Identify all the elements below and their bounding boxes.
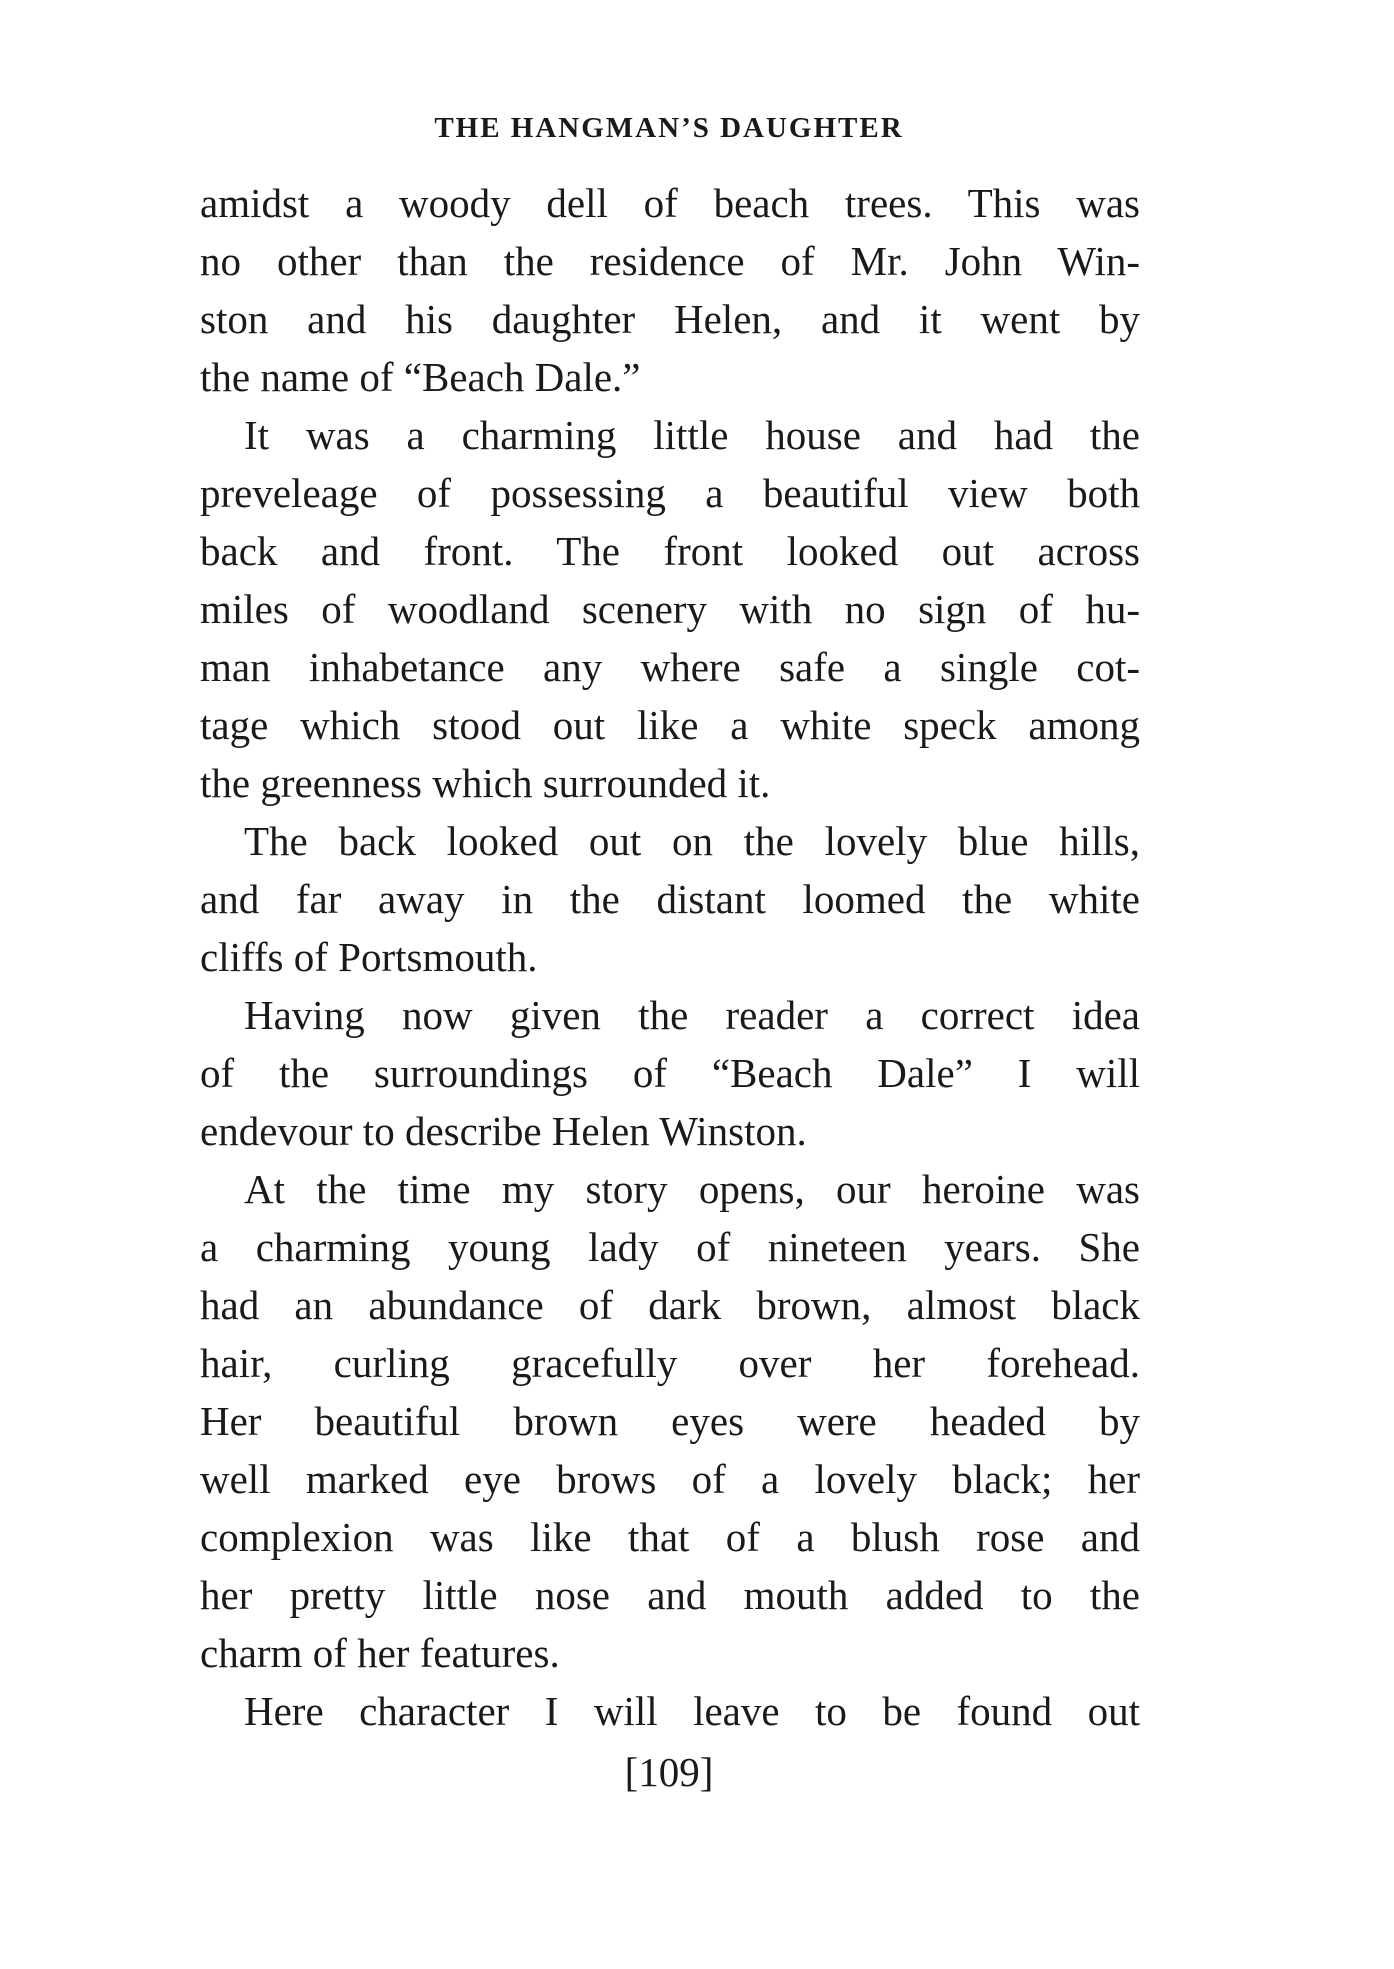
text-line: cliffs of Portsmouth. — [200, 934, 538, 980]
text-line: Here character I will leave to be found out — [244, 1688, 1140, 1734]
text-line: her pretty little nose and mouth added to the — [200, 1572, 1140, 1618]
text-line: miles of woodland scenery with no sign of hu- — [200, 586, 1140, 632]
text-line: The back looked out on the lovely blue hills, — [244, 818, 1140, 864]
text-line: of the surroundings of “Beach Dale” I will — [200, 1050, 1140, 1096]
text-line: preveleage of possessing a beautiful view both — [200, 470, 1140, 516]
text-line: ston and his daughter Helen, and it went by — [200, 296, 1140, 342]
page-number: [109] — [624, 1749, 714, 1795]
text-line: well marked eye brows of a lovely black; her — [200, 1456, 1140, 1502]
text-line: hair, curling gracefully over her forehead. — [200, 1340, 1140, 1386]
text-line: a charming young lady of nineteen years. She — [200, 1224, 1140, 1270]
running-head: THE HANGMAN’S DAUGHTER — [434, 112, 904, 144]
text-line: It was a charming little house and had the — [244, 412, 1140, 458]
text-line: had an abundance of dark brown, almost black — [200, 1282, 1140, 1328]
text-line: endevour to describe Helen Winston. — [200, 1108, 807, 1154]
text-line: Having now given the reader a correct idea — [244, 992, 1140, 1038]
text-line: amidst a woody dell of beach trees. This was — [200, 180, 1140, 226]
text-line: charm of her features. — [200, 1630, 560, 1676]
text-line: and far away in the distant loomed the white — [200, 876, 1140, 922]
text-line: Her beautiful brown eyes were headed by — [200, 1398, 1140, 1444]
text-line: back and front. The front looked out across — [200, 528, 1140, 574]
text-line: the name of “Beach Dale.” — [200, 354, 641, 400]
text-line: tage which stood out like a white speck among — [200, 702, 1140, 748]
text-line: no other than the residence of Mr. John Win- — [200, 238, 1140, 284]
text-line: complexion was like that of a blush rose and — [200, 1514, 1140, 1560]
text-line: man inhabetance any where safe a single cot- — [200, 644, 1140, 690]
text-line: At the time my story opens, our heroine was — [244, 1166, 1140, 1212]
body-text — [200, 174, 1140, 1740]
text-line: the greenness which surrounded it. — [200, 760, 771, 806]
